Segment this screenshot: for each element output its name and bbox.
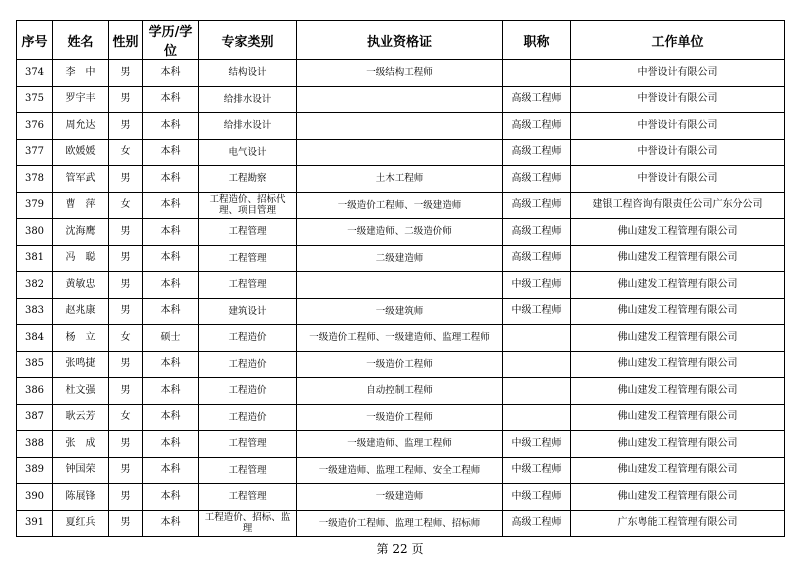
cell-employer: 中誉设计有限公司 (571, 86, 785, 113)
cell-expert-category: 工程造价 (199, 404, 297, 431)
cell-education: 本科 (143, 219, 199, 246)
cell-qualification: 一级建造师、监理工程师 (297, 431, 503, 458)
cell-education: 硕士 (143, 325, 199, 352)
table-row (17, 325, 785, 352)
cell-education: 本科 (143, 86, 199, 113)
cell-title (503, 404, 571, 431)
table-row (17, 431, 785, 458)
cell-expert-category: 工程造价 (199, 351, 297, 378)
cell-index: 386 (17, 378, 53, 405)
cell-gender: 男 (109, 510, 143, 537)
cell-title: 高级工程师 (503, 510, 571, 537)
header-employer: 工作单位 (571, 21, 785, 60)
table-row (17, 484, 785, 511)
table-row (17, 113, 785, 140)
cell-title: 中级工程师 (503, 457, 571, 484)
cell-education: 本科 (143, 351, 199, 378)
cell-title: 中级工程师 (503, 431, 571, 458)
cell-name: 杜文强 (53, 378, 109, 405)
cell-name: 管军武 (53, 166, 109, 193)
cell-qualification: 一级造价工程师、一级建造师、监理工程师 (297, 325, 503, 352)
cell-index: 384 (17, 325, 53, 352)
cell-gender: 男 (109, 60, 143, 87)
cell-employer: 佛山建发工程管理有限公司 (571, 272, 785, 299)
cell-expert-category: 结构设计 (199, 60, 297, 87)
cell-name: 陈展锋 (53, 484, 109, 511)
header-qualification: 执业资格证 (297, 21, 503, 60)
cell-name: 钟国荣 (53, 457, 109, 484)
cell-qualification: 二级建造师 (297, 245, 503, 272)
cell-qualification: 一级结构工程师 (297, 60, 503, 87)
cell-title: 高级工程师 (503, 192, 571, 219)
table-header-row (17, 21, 785, 60)
cell-gender: 女 (109, 325, 143, 352)
cell-name: 罗宇丰 (53, 86, 109, 113)
cell-title: 高级工程师 (503, 166, 571, 193)
cell-qualification (297, 139, 503, 166)
cell-expert-category: 工程管理 (199, 457, 297, 484)
cell-index: 391 (17, 510, 53, 537)
cell-employer: 佛山建发工程管理有限公司 (571, 245, 785, 272)
cell-expert-category: 工程管理 (199, 219, 297, 246)
table-row (17, 272, 785, 299)
table-row (17, 404, 785, 431)
header-expert-category: 专家类别 (199, 21, 297, 60)
cell-name: 杨 立 (53, 325, 109, 352)
cell-name: 张 成 (53, 431, 109, 458)
cell-title: 高级工程师 (503, 113, 571, 140)
cell-gender: 男 (109, 431, 143, 458)
cell-education: 本科 (143, 510, 199, 537)
cell-index: 390 (17, 484, 53, 511)
cell-title (503, 351, 571, 378)
cell-gender: 男 (109, 272, 143, 299)
cell-education: 本科 (143, 192, 199, 219)
cell-title: 高级工程师 (503, 219, 571, 246)
table-row (17, 219, 785, 246)
cell-gender: 男 (109, 219, 143, 246)
cell-index: 385 (17, 351, 53, 378)
cell-title: 高级工程师 (503, 245, 571, 272)
cell-index: 389 (17, 457, 53, 484)
cell-name: 黄敏忠 (53, 272, 109, 299)
cell-title (503, 378, 571, 405)
cell-index: 379 (17, 192, 53, 219)
header-title: 职称 (503, 21, 571, 60)
cell-qualification: 一级造价工程师 (297, 351, 503, 378)
cell-qualification (297, 86, 503, 113)
cell-name: 耿云芳 (53, 404, 109, 431)
cell-expert-category: 工程造价 (199, 378, 297, 405)
header-name: 姓名 (53, 21, 109, 60)
cell-qualification: 一级建造师 (297, 484, 503, 511)
cell-title: 高级工程师 (503, 139, 571, 166)
table-row (17, 192, 785, 219)
cell-education: 本科 (143, 139, 199, 166)
table-row (17, 457, 785, 484)
cell-expert-category: 电气设计 (199, 139, 297, 166)
header-index: 序号 (17, 21, 53, 60)
cell-title: 高级工程师 (503, 86, 571, 113)
cell-gender: 男 (109, 298, 143, 325)
cell-education: 本科 (143, 272, 199, 299)
cell-name: 李 中 (53, 60, 109, 87)
cell-employer: 中誉设计有限公司 (571, 139, 785, 166)
cell-qualification: 一级造价工程师、监理工程师、招标师 (297, 510, 503, 537)
cell-education: 本科 (143, 404, 199, 431)
cell-expert-category: 工程管理 (199, 431, 297, 458)
cell-name: 夏红兵 (53, 510, 109, 537)
cell-qualification: 土木工程师 (297, 166, 503, 193)
cell-employer: 建银工程咨询有限责任公司广东分公司 (571, 192, 785, 219)
cell-expert-category: 给排水设计 (199, 86, 297, 113)
cell-education: 本科 (143, 166, 199, 193)
cell-gender: 男 (109, 378, 143, 405)
cell-employer: 中誉设计有限公司 (571, 166, 785, 193)
cell-employer: 佛山建发工程管理有限公司 (571, 378, 785, 405)
cell-employer: 佛山建发工程管理有限公司 (571, 298, 785, 325)
cell-name: 沈海鹰 (53, 219, 109, 246)
cell-gender: 男 (109, 86, 143, 113)
cell-name: 曹 萍 (53, 192, 109, 219)
cell-index: 388 (17, 431, 53, 458)
cell-name: 欧媛媛 (53, 139, 109, 166)
cell-gender: 女 (109, 404, 143, 431)
cell-title: 中级工程师 (503, 484, 571, 511)
cell-gender: 男 (109, 457, 143, 484)
cell-qualification: 一级建造师、监理工程师、安全工程师 (297, 457, 503, 484)
table-row (17, 139, 785, 166)
cell-qualification (297, 272, 503, 299)
cell-expert-category: 工程管理 (199, 484, 297, 511)
cell-education: 本科 (143, 378, 199, 405)
cell-employer: 佛山建发工程管理有限公司 (571, 351, 785, 378)
cell-employer: 佛山建发工程管理有限公司 (571, 219, 785, 246)
cell-employer: 佛山建发工程管理有限公司 (571, 404, 785, 431)
cell-expert-category: 工程造价、招标、监理 (199, 510, 297, 537)
page-number: 第 22 页 (376, 542, 424, 556)
cell-index: 387 (17, 404, 53, 431)
cell-name: 周允达 (53, 113, 109, 140)
cell-education: 本科 (143, 457, 199, 484)
cell-name: 张鸣捷 (53, 351, 109, 378)
header-gender: 性别 (109, 21, 143, 60)
cell-expert-category: 工程造价、招标代理、项目管理 (199, 192, 297, 219)
cell-employer: 佛山建发工程管理有限公司 (571, 325, 785, 352)
cell-index: 380 (17, 219, 53, 246)
cell-education: 本科 (143, 298, 199, 325)
cell-title (503, 60, 571, 87)
cell-gender: 女 (109, 139, 143, 166)
cell-employer: 中誉设计有限公司 (571, 60, 785, 87)
cell-qualification: 一级建筑师 (297, 298, 503, 325)
cell-expert-category: 工程勘察 (199, 166, 297, 193)
cell-name: 冯 聪 (53, 245, 109, 272)
cell-education: 本科 (143, 484, 199, 511)
cell-expert-category: 建筑设计 (199, 298, 297, 325)
table-row (17, 166, 785, 193)
cell-index: 382 (17, 272, 53, 299)
cell-gender: 男 (109, 113, 143, 140)
cell-title: 中级工程师 (503, 298, 571, 325)
cell-index: 375 (17, 86, 53, 113)
header-education: 学历/学位 (143, 21, 199, 60)
cell-index: 381 (17, 245, 53, 272)
table-row (17, 86, 785, 113)
table-row (17, 245, 785, 272)
table-row (17, 510, 785, 537)
cell-expert-category: 工程造价 (199, 325, 297, 352)
cell-gender: 男 (109, 245, 143, 272)
cell-index: 378 (17, 166, 53, 193)
cell-education: 本科 (143, 60, 199, 87)
cell-qualification (297, 113, 503, 140)
table-row (17, 378, 785, 405)
table-row (17, 298, 785, 325)
cell-employer: 佛山建发工程管理有限公司 (571, 431, 785, 458)
cell-employer: 中誉设计有限公司 (571, 113, 785, 140)
cell-name: 赵兆康 (53, 298, 109, 325)
cell-employer: 佛山建发工程管理有限公司 (571, 484, 785, 511)
cell-education: 本科 (143, 245, 199, 272)
cell-expert-category: 工程管理 (199, 272, 297, 299)
cell-gender: 男 (109, 166, 143, 193)
cell-index: 376 (17, 113, 53, 140)
cell-gender: 女 (109, 192, 143, 219)
cell-index: 383 (17, 298, 53, 325)
cell-education: 本科 (143, 431, 199, 458)
cell-expert-category: 工程管理 (199, 245, 297, 272)
cell-qualification: 一级造价工程师 (297, 404, 503, 431)
cell-employer: 广东粤能工程管理有限公司 (571, 510, 785, 537)
cell-expert-category: 给排水设计 (199, 113, 297, 140)
expert-table (16, 20, 785, 537)
table-row (17, 60, 785, 87)
cell-education: 本科 (143, 113, 199, 140)
cell-qualification: 一级造价工程师、一级建造师 (297, 192, 503, 219)
table-row (17, 351, 785, 378)
cell-gender: 男 (109, 484, 143, 511)
cell-title: 中级工程师 (503, 272, 571, 299)
cell-title (503, 325, 571, 352)
cell-qualification: 自动控制工程师 (297, 378, 503, 405)
cell-index: 374 (17, 60, 53, 87)
cell-index: 377 (17, 139, 53, 166)
cell-employer: 佛山建发工程管理有限公司 (571, 457, 785, 484)
cell-qualification: 一级建造师、二级造价师 (297, 219, 503, 246)
cell-gender: 男 (109, 351, 143, 378)
